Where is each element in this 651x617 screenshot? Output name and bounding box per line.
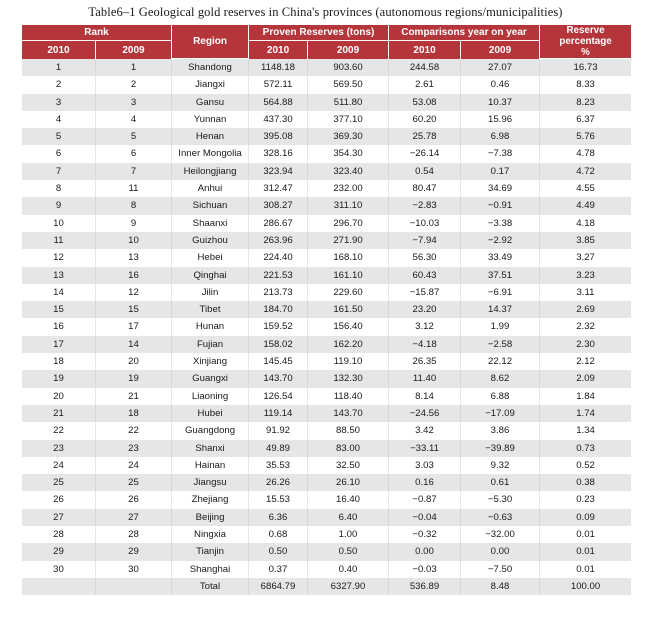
cell-reserves-2010: 308.27 <box>249 197 308 214</box>
cell-reserve-percentage: 3.85 <box>540 232 631 249</box>
cell-reserve-percentage: 4.72 <box>540 163 631 180</box>
cell-rank-2010: 15 <box>22 301 96 318</box>
cell-region: Heilongjiang <box>172 163 249 180</box>
cell-reserve-percentage: 2.09 <box>540 370 631 387</box>
cell-reserves-2010: 564.88 <box>249 94 308 111</box>
cell-reserve-percentage: 0.38 <box>540 474 631 491</box>
cell-rank-2010: 12 <box>22 249 96 266</box>
cell-reserves-2009: 369.30 <box>308 128 389 145</box>
cell-region: Hainan <box>172 457 249 474</box>
cell-rank-2010: 1 <box>22 59 96 76</box>
cell-reserves-2010: 224.40 <box>249 249 308 266</box>
cell-comparison-2010: −4.18 <box>389 336 461 353</box>
cell-rank-2009: 20 <box>96 353 172 370</box>
cell-reserves-2010: 323.94 <box>249 163 308 180</box>
cell-rank-2010: 11 <box>22 232 96 249</box>
table-row <box>22 197 631 214</box>
cell-region: Jilin <box>172 284 249 301</box>
cell-reserves-2009: 88.50 <box>308 422 389 439</box>
cell-reserves-2009: 569.50 <box>308 76 389 93</box>
cell-rank-2010: 27 <box>22 509 96 526</box>
cell-reserves-2010: 126.54 <box>249 388 308 405</box>
cell-reserve-percentage: 8.23 <box>540 94 631 111</box>
cell-rank-2010: 19 <box>22 370 96 387</box>
cell-reserve-percentage: 2.69 <box>540 301 631 318</box>
header-rank: Rank <box>22 25 172 41</box>
cell-rank-2009: 15 <box>96 301 172 318</box>
cell-comparison-2009: 0.17 <box>461 163 540 180</box>
header-rank-2009: 2009 <box>96 41 172 59</box>
cell-comparison-2010: 56.30 <box>389 249 461 266</box>
cell-comparison-2009: 8.48 <box>461 578 540 595</box>
cell-rank-2010: 7 <box>22 163 96 180</box>
table-row <box>22 370 631 387</box>
cell-comparison-2010: 0.16 <box>389 474 461 491</box>
cell-comparison-2009: 6.88 <box>461 388 540 405</box>
cell-comparison-2010: 26.35 <box>389 353 461 370</box>
cell-reserves-2009: 16.40 <box>308 491 389 508</box>
cell-comparison-2009: 34.69 <box>461 180 540 197</box>
cell-comparison-2009: −2.92 <box>461 232 540 249</box>
cell-region: Guangxi <box>172 370 249 387</box>
cell-reserves-2010: 0.50 <box>249 543 308 560</box>
cell-comparison-2010: −0.32 <box>389 526 461 543</box>
cell-reserves-2009: 232.00 <box>308 180 389 197</box>
cell-region: Jiangxi <box>172 76 249 93</box>
cell-comparison-2010: 3.42 <box>389 422 461 439</box>
cell-reserves-2009: 6.40 <box>308 509 389 526</box>
cell-rank-2009: 9 <box>96 215 172 232</box>
cell-reserve-percentage: 0.01 <box>540 561 631 578</box>
cell-reserves-2010: 1148.18 <box>249 59 308 76</box>
cell-reserves-2010: 6864.79 <box>249 578 308 595</box>
cell-reserves-2009: 0.40 <box>308 561 389 578</box>
cell-reserve-percentage: 0.01 <box>540 543 631 560</box>
cell-rank-2009: 2 <box>96 76 172 93</box>
cell-rank-2010: 10 <box>22 215 96 232</box>
cell-comparison-2009: 14.37 <box>461 301 540 318</box>
cell-reserves-2010: 91.92 <box>249 422 308 439</box>
cell-reserve-percentage: 3.27 <box>540 249 631 266</box>
cell-rank-2010: 26 <box>22 491 96 508</box>
cell-region: Hubei <box>172 405 249 422</box>
cell-reserves-2010: 286.67 <box>249 215 308 232</box>
cell-rank-2010: 13 <box>22 267 96 284</box>
cell-reserve-percentage: 8.33 <box>540 76 631 93</box>
table-row <box>22 491 631 508</box>
cell-comparison-2010: 53.08 <box>389 94 461 111</box>
header-reserves-2009: 2009 <box>308 41 389 59</box>
cell-reserves-2010: 35.53 <box>249 457 308 474</box>
cell-rank-2009 <box>96 578 172 595</box>
cell-rank-2010: 17 <box>22 336 96 353</box>
cell-reserves-2010: 6.36 <box>249 509 308 526</box>
cell-rank-2009: 27 <box>96 509 172 526</box>
cell-reserves-2010: 221.53 <box>249 267 308 284</box>
cell-region: Gansu <box>172 94 249 111</box>
cell-rank-2010: 6 <box>22 145 96 162</box>
cell-region: Shanghai <box>172 561 249 578</box>
table-row <box>22 232 631 249</box>
cell-reserves-2010: 437.30 <box>249 111 308 128</box>
cell-rank-2010: 21 <box>22 405 96 422</box>
cell-rank-2009: 30 <box>96 561 172 578</box>
cell-region: Qinghai <box>172 267 249 284</box>
cell-reserve-percentage: 0.09 <box>540 509 631 526</box>
cell-comparison-2010: −2.83 <box>389 197 461 214</box>
cell-region: Hunan <box>172 318 249 335</box>
cell-rank-2009: 25 <box>96 474 172 491</box>
cell-reserve-percentage: 3.11 <box>540 284 631 301</box>
cell-reserve-percentage: 3.23 <box>540 267 631 284</box>
cell-reserves-2010: 263.96 <box>249 232 308 249</box>
cell-reserve-percentage: 0.73 <box>540 440 631 457</box>
cell-region: Xinjiang <box>172 353 249 370</box>
cell-reserves-2009: 271.90 <box>308 232 389 249</box>
cell-rank-2009: 19 <box>96 370 172 387</box>
cell-rank-2010: 23 <box>22 440 96 457</box>
cell-rank-2009: 22 <box>96 422 172 439</box>
cell-comparison-2009: 15.96 <box>461 111 540 128</box>
table-row <box>22 145 631 162</box>
cell-reserves-2009: 32.50 <box>308 457 389 474</box>
cell-reserve-percentage: 16.73 <box>540 59 631 76</box>
cell-reserves-2009: 161.50 <box>308 301 389 318</box>
cell-comparison-2009: 22.12 <box>461 353 540 370</box>
cell-comparison-2010: −0.03 <box>389 561 461 578</box>
cell-comparison-2010: −33.11 <box>389 440 461 457</box>
cell-comparison-2010: 0.00 <box>389 543 461 560</box>
cell-region: Tianjin <box>172 543 249 560</box>
cell-reserves-2009: 162.20 <box>308 336 389 353</box>
table-row <box>22 543 631 560</box>
cell-reserve-percentage: 4.18 <box>540 215 631 232</box>
header-proven-reserves: Proven Reserves (tons) <box>249 25 389 41</box>
cell-reserves-2009: 311.10 <box>308 197 389 214</box>
cell-rank-2009: 10 <box>96 232 172 249</box>
cell-reserves-2010: 26.26 <box>249 474 308 491</box>
cell-reserves-2010: 312.47 <box>249 180 308 197</box>
table-row <box>22 76 631 93</box>
cell-rank-2010: 8 <box>22 180 96 197</box>
cell-rank-2010: 24 <box>22 457 96 474</box>
table-header <box>22 25 631 59</box>
cell-region: Fujian <box>172 336 249 353</box>
cell-comparison-2009: −39.89 <box>461 440 540 457</box>
cell-comparison-2010: 11.40 <box>389 370 461 387</box>
table-row <box>22 561 631 578</box>
cell-reserve-percentage: 1.84 <box>540 388 631 405</box>
cell-reserves-2009: 132.30 <box>308 370 389 387</box>
cell-comparison-2009: 10.37 <box>461 94 540 111</box>
cell-comparison-2010: −0.87 <box>389 491 461 508</box>
header-comparisons: Comparisons year on year <box>389 25 540 41</box>
cell-reserves-2009: 903.60 <box>308 59 389 76</box>
cell-region: Zhejiang <box>172 491 249 508</box>
cell-reserves-2009: 26.10 <box>308 474 389 491</box>
cell-reserve-percentage: 4.55 <box>540 180 631 197</box>
cell-region: Jiangsu <box>172 474 249 491</box>
cell-comparison-2010: 80.47 <box>389 180 461 197</box>
total-row <box>22 578 631 595</box>
cell-rank-2009: 17 <box>96 318 172 335</box>
gold-reserves-table <box>22 25 631 595</box>
cell-reserve-percentage: 2.30 <box>540 336 631 353</box>
cell-region: Beijing <box>172 509 249 526</box>
header-reserve-percentage-line1: Reserve <box>566 25 605 36</box>
cell-reserves-2009: 119.10 <box>308 353 389 370</box>
cell-reserve-percentage: 4.78 <box>540 145 631 162</box>
table-row <box>22 526 631 543</box>
cell-reserves-2009: 0.50 <box>308 543 389 560</box>
cell-comparison-2009: 0.61 <box>461 474 540 491</box>
cell-comparison-2010: −0.04 <box>389 509 461 526</box>
table-row <box>22 215 631 232</box>
cell-rank-2010: 18 <box>22 353 96 370</box>
cell-rank-2009: 23 <box>96 440 172 457</box>
cell-rank-2010: 20 <box>22 388 96 405</box>
cell-rank-2010: 14 <box>22 284 96 301</box>
cell-rank-2010: 4 <box>22 111 96 128</box>
cell-rank-2009: 5 <box>96 128 172 145</box>
cell-reserves-2009: 511.80 <box>308 94 389 111</box>
header-rank-2010: 2010 <box>22 41 96 59</box>
cell-reserves-2009: 168.10 <box>308 249 389 266</box>
cell-reserves-2009: 323.40 <box>308 163 389 180</box>
cell-rank-2010 <box>22 578 96 595</box>
cell-comparison-2010: 23.20 <box>389 301 461 318</box>
cell-rank-2010: 28 <box>22 526 96 543</box>
cell-rank-2009: 8 <box>96 197 172 214</box>
cell-comparison-2010: 536.89 <box>389 578 461 595</box>
cell-reserves-2010: 184.70 <box>249 301 308 318</box>
cell-reserves-2010: 49.89 <box>249 440 308 457</box>
table-row <box>22 249 631 266</box>
table-row <box>22 163 631 180</box>
cell-region: Tibet <box>172 301 249 318</box>
cell-comparison-2009: 1.99 <box>461 318 540 335</box>
cell-reserves-2009: 377.10 <box>308 111 389 128</box>
cell-reserve-percentage: 100.00 <box>540 578 631 595</box>
cell-comparison-2009: 6.98 <box>461 128 540 145</box>
cell-rank-2009: 14 <box>96 336 172 353</box>
cell-comparison-2010: −24.56 <box>389 405 461 422</box>
cell-comparison-2010: 244.58 <box>389 59 461 76</box>
cell-rank-2009: 11 <box>96 180 172 197</box>
table-row <box>22 440 631 457</box>
cell-rank-2009: 12 <box>96 284 172 301</box>
cell-reserve-percentage: 4.49 <box>540 197 631 214</box>
cell-comparison-2010: −15.87 <box>389 284 461 301</box>
cell-reserves-2009: 83.00 <box>308 440 389 457</box>
cell-reserves-2010: 119.14 <box>249 405 308 422</box>
cell-reserves-2009: 156.40 <box>308 318 389 335</box>
cell-region: Yunnan <box>172 111 249 128</box>
cell-region: Liaoning <box>172 388 249 405</box>
cell-rank-2009: 6 <box>96 145 172 162</box>
header-reserve-percentage-line2: percentage <box>559 36 612 47</box>
cell-region: Shandong <box>172 59 249 76</box>
cell-reserves-2010: 572.11 <box>249 76 308 93</box>
header-reserve-percentage-line3: % <box>581 47 590 58</box>
header-region: Region <box>172 25 249 59</box>
cell-reserves-2010: 213.73 <box>249 284 308 301</box>
cell-comparison-2009: −2.58 <box>461 336 540 353</box>
cell-comparison-2009: 8.62 <box>461 370 540 387</box>
cell-comparison-2009: −0.91 <box>461 197 540 214</box>
cell-reserves-2009: 161.10 <box>308 267 389 284</box>
cell-comparison-2009: 3.86 <box>461 422 540 439</box>
cell-reserves-2010: 0.37 <box>249 561 308 578</box>
cell-rank-2009: 24 <box>96 457 172 474</box>
table-row <box>22 94 631 111</box>
cell-rank-2010: 25 <box>22 474 96 491</box>
cell-rank-2010: 30 <box>22 561 96 578</box>
cell-comparison-2009: −6.91 <box>461 284 540 301</box>
cell-comparison-2009: −32.00 <box>461 526 540 543</box>
cell-rank-2009: 7 <box>96 163 172 180</box>
cell-reserves-2010: 159.52 <box>249 318 308 335</box>
cell-comparison-2010: 60.43 <box>389 267 461 284</box>
cell-reserve-percentage: 1.74 <box>540 405 631 422</box>
cell-reserves-2009: 118.40 <box>308 388 389 405</box>
cell-region: Shaanxi <box>172 215 249 232</box>
cell-region: Sichuan <box>172 197 249 214</box>
cell-comparison-2009: 27.07 <box>461 59 540 76</box>
header-comparison-2009: 2009 <box>461 41 540 59</box>
table-body <box>22 59 631 595</box>
cell-reserve-percentage: 0.01 <box>540 526 631 543</box>
cell-reserves-2010: 145.45 <box>249 353 308 370</box>
cell-reserves-2009: 229.60 <box>308 284 389 301</box>
cell-reserve-percentage: 0.23 <box>540 491 631 508</box>
table-row <box>22 457 631 474</box>
table-row <box>22 422 631 439</box>
cell-rank-2009: 29 <box>96 543 172 560</box>
cell-comparison-2010: 8.14 <box>389 388 461 405</box>
cell-comparison-2009: −0.63 <box>461 509 540 526</box>
cell-rank-2009: 26 <box>96 491 172 508</box>
cell-reserves-2010: 143.70 <box>249 370 308 387</box>
cell-comparison-2010: −26.14 <box>389 145 461 162</box>
cell-reserve-percentage: 6.37 <box>540 111 631 128</box>
cell-reserves-2009: 296.70 <box>308 215 389 232</box>
table-row <box>22 59 631 76</box>
table-row <box>22 267 631 284</box>
cell-region: Guangdong <box>172 422 249 439</box>
cell-reserve-percentage: 0.52 <box>540 457 631 474</box>
cell-reserve-percentage: 5.76 <box>540 128 631 145</box>
table-caption: Table6–1 Geological gold reserves in China's provinces (autonomous regions/municipalities) <box>88 5 563 19</box>
cell-region: Ningxia <box>172 526 249 543</box>
cell-reserves-2009: 143.70 <box>308 405 389 422</box>
cell-comparison-2009: −17.09 <box>461 405 540 422</box>
table-row <box>22 180 631 197</box>
table-row <box>22 336 631 353</box>
cell-region: Anhui <box>172 180 249 197</box>
cell-comparison-2010: 2.61 <box>389 76 461 93</box>
cell-rank-2009: 3 <box>96 94 172 111</box>
cell-rank-2010: 22 <box>22 422 96 439</box>
cell-reserve-percentage: 2.12 <box>540 353 631 370</box>
table-row <box>22 388 631 405</box>
cell-reserve-percentage: 2.32 <box>540 318 631 335</box>
cell-comparison-2009: 33.49 <box>461 249 540 266</box>
table-row <box>22 509 631 526</box>
cell-rank-2010: 16 <box>22 318 96 335</box>
cell-reserves-2009: 354.30 <box>308 145 389 162</box>
cell-region: Guizhou <box>172 232 249 249</box>
table-row <box>22 128 631 145</box>
cell-rank-2010: 2 <box>22 76 96 93</box>
cell-reserve-percentage: 1.34 <box>540 422 631 439</box>
cell-comparison-2010: 60.20 <box>389 111 461 128</box>
cell-comparison-2009: −7.38 <box>461 145 540 162</box>
cell-reserves-2010: 328.16 <box>249 145 308 162</box>
table-row <box>22 301 631 318</box>
cell-reserves-2010: 15.53 <box>249 491 308 508</box>
cell-comparison-2010: 3.03 <box>389 457 461 474</box>
cell-comparison-2010: 3.12 <box>389 318 461 335</box>
cell-reserves-2010: 0.68 <box>249 526 308 543</box>
table-row <box>22 353 631 370</box>
cell-comparison-2009: 37.51 <box>461 267 540 284</box>
cell-comparison-2010: 25.78 <box>389 128 461 145</box>
cell-comparison-2010: −10.03 <box>389 215 461 232</box>
cell-comparison-2009: 9.32 <box>461 457 540 474</box>
cell-region: Henan <box>172 128 249 145</box>
cell-region: Total <box>172 578 249 595</box>
cell-rank-2010: 9 <box>22 197 96 214</box>
cell-rank-2010: 3 <box>22 94 96 111</box>
cell-comparison-2009: 0.00 <box>461 543 540 560</box>
cell-rank-2009: 4 <box>96 111 172 128</box>
table-row <box>22 405 631 422</box>
cell-rank-2009: 21 <box>96 388 172 405</box>
cell-comparison-2009: 0.46 <box>461 76 540 93</box>
cell-comparison-2009: −7.50 <box>461 561 540 578</box>
cell-rank-2010: 5 <box>22 128 96 145</box>
cell-rank-2010: 29 <box>22 543 96 560</box>
cell-rank-2009: 16 <box>96 267 172 284</box>
table-row <box>22 284 631 301</box>
header-comparison-2010: 2010 <box>389 41 461 59</box>
cell-reserves-2010: 395.08 <box>249 128 308 145</box>
table-row <box>22 474 631 491</box>
cell-region: Shanxi <box>172 440 249 457</box>
table-row <box>22 111 631 128</box>
header-reserves-2010: 2010 <box>249 41 308 59</box>
cell-region: Hebei <box>172 249 249 266</box>
cell-reserves-2009: 6327.90 <box>308 578 389 595</box>
cell-rank-2009: 18 <box>96 405 172 422</box>
cell-reserves-2010: 158.02 <box>249 336 308 353</box>
cell-rank-2009: 1 <box>96 59 172 76</box>
cell-rank-2009: 13 <box>96 249 172 266</box>
cell-region: Inner Mongolia <box>172 145 249 162</box>
table-row <box>22 318 631 335</box>
header-reserve-percentage <box>540 25 631 59</box>
cell-reserves-2009: 1.00 <box>308 526 389 543</box>
cell-comparison-2010: 0.54 <box>389 163 461 180</box>
cell-comparison-2010: −7.94 <box>389 232 461 249</box>
cell-comparison-2009: −5.30 <box>461 491 540 508</box>
cell-rank-2009: 28 <box>96 526 172 543</box>
cell-comparison-2009: −3.38 <box>461 215 540 232</box>
